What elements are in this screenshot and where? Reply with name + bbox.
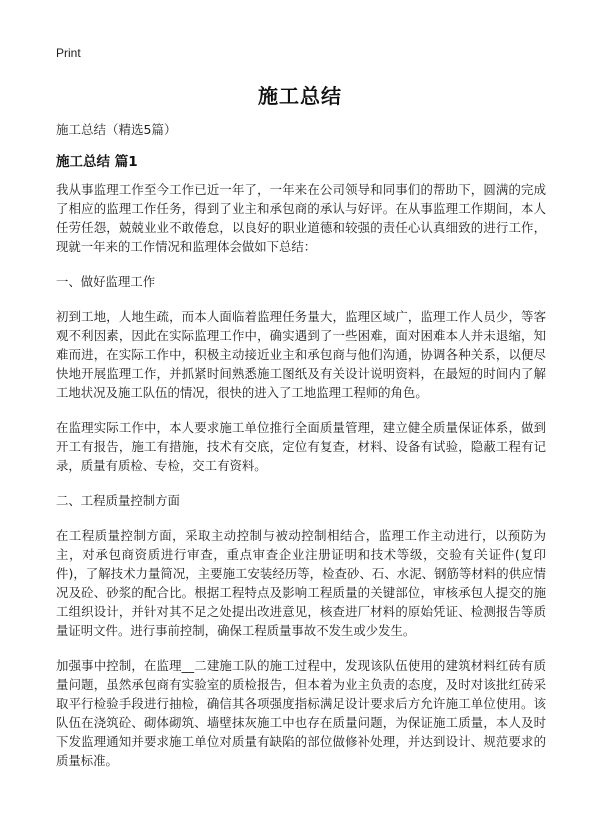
section-heading: 施工总结 篇1 bbox=[56, 154, 138, 170]
paragraph-in-process-control: 加强事中控制，在监理__二建施工队的施工过程中，发现该队伍使用的建筑材料红砖有质量问题，虽然承包商有实验室的质检报告，但本着为业主负责的态度，及时对该批红砖采取平行检验手段进行抽检，确信其各项强度指标满足设计要求后方允许施工单位使用。该队伍在浇筑砼、砌体砌筑、墙壁抹灰施工中也存在质量问题，为保证施工质量，本人及时下发监理通知并要求施工单位对质量有缺陷的部位做修补处理，并达到设计、规范要求的质量标准。 bbox=[56, 658, 546, 768]
paragraph-intro: 我从事监理工作至今工作已近一年了，一年来在公司领导和同事们的帮助下，圆满的完成了相应的监理工作任务，得到了业主和承包商的承认与好评。在从事监理工作期间，本人任劳任怨，兢兢业业不敢倦怠，以良好的职业道德和较强的责任心认真细致的进行工作，现就一年来的工作情况和监理体会做如下总结： bbox=[56, 182, 546, 254]
paragraph-arrival: 初到工地，人地生疏，而本人面临着监理任务量大，监理区域广，监理工作人员少，等客观不利因素，因此在实际监理工作中，确实遇到了一些困难，面对困难本人并未退缩，知难而进，在实际工作中，积极主动接近业主和承包商与他们沟通，协调各种关系，以便尽快地开展监理工作，并抓紧时间熟悉施工图纸及有关设计说明资料，在最短的时间内了解工地状况及施工队伍的情况，很快的进入了工地监理工程师的角色。 bbox=[56, 309, 546, 400]
document-subtitle: 施工总结（精选5篇） bbox=[56, 122, 177, 137]
print-link[interactable]: Print bbox=[56, 46, 81, 60]
subheading-supervision-work: 一、做好监理工作 bbox=[56, 274, 156, 289]
document-body bbox=[56, 180, 546, 786]
paragraph-quality-control: 在工程质量控制方面，采取主动控制与被动控制相结合，监理工作主动进行，以预防为主，对承包商资质进行审查，重点审查企业注册证明和技术等级，交验有关证件(复印件)，了解技术力量简况，主要施工安装经历等，检查砂、石、水泥、钢筋等材料的供应情况及砼、砂浆的配合比。根据工程特点及影响工程质量的关键部位，审核承包人提交的施工组织设计，并针对其不足之处提出改进意见，核查进厂材料的原始凭证、检测报告等质量证明文件。进行事前控制，确保工程质量事故不发生或少发生。 bbox=[56, 528, 546, 638]
subheading-quality-control: 二、工程质量控制方面 bbox=[56, 493, 180, 508]
document-title: 施工总结 bbox=[258, 84, 342, 108]
paragraph-quality-management: 在监理实际工作中，本人要求施工单位推行全面质量管理，建立健全质量保证体系，做到开工有报告，施工有措施，技术有交底，定位有复查，材料、设备有试验，隐蔽工程有记录，质量有质检、专检，交工有资料。 bbox=[56, 420, 546, 473]
